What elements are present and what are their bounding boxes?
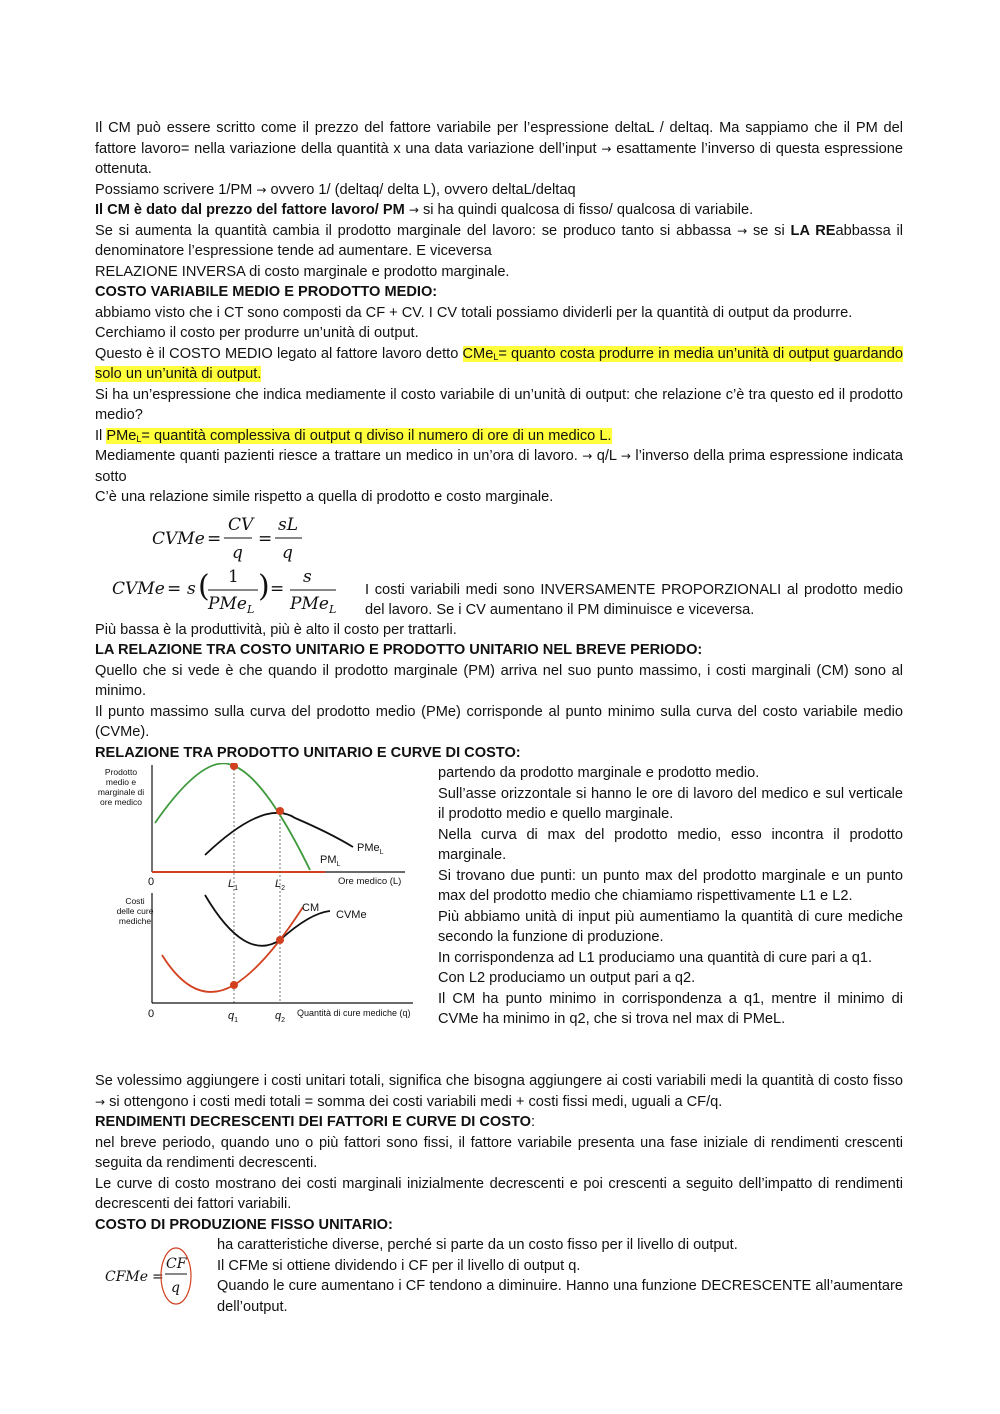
section-heading: RELAZIONE TRA PRODOTTO UNITARIO E CURVE DI COSTO: [95,744,521,761]
svg-text:marginale di: marginale di [97,787,145,797]
formula-block [95,508,903,620]
paragraph: Il PMe$_L$= quantità complessiva di output q diviso il numero di ore di un medico L. [95,427,612,444]
arrow-icon: → [601,141,612,156]
svg-text:sL: sL [278,514,299,535]
paragraph: Se si aumenta la quantità cambia il prodotto marginale del lavoro: se produco tanto si abbassa → se si LA REabbassa il denominatore l’espressione tende ad aumentare. E viceversa [95,222,904,259]
side-paragraph: Con L2 produciamo un output pari a q2. [438,970,696,986]
side-paragraph: Sull’asse orizzontale si hanno le ore di lavoro del medico e sul verticale il prodotto medio e quello marginale. [438,785,903,822]
paragraph: Il CM è dato dal prezzo del fattore lavoro/ PM → si ha quindi qualcosa di fisso/ qualcosa di variabile. [95,202,754,218]
cm-label: CM [302,902,320,914]
svg-text:L: L [329,602,337,616]
svg-text:CV: CV [228,514,254,535]
paragraph: Più bassa è la produttività, più è alto il costo per trattarli. [95,621,457,638]
pme-max-point [276,807,284,815]
cfme-text [217,1235,903,1317]
svg-text:CVMe: CVMe [112,578,165,599]
document-page [95,118,903,1319]
highlight: CMe$_L$= quanto costa produrre in media un’unità di output guardando solo un un’unità di output. [95,345,903,382]
bottom-ylabel: Costi [125,896,145,906]
cm-min-point [230,981,238,989]
pm-label: $PM_L$ [320,854,341,868]
svg-text:s: s [303,566,312,587]
pm-max-point [230,763,238,770]
paragraph: Si ha un’espressione che indica mediamente il costo variabile di un’unità di output: che relazione c’è tra questo ed il prodotto medio? [95,386,903,423]
svg-text:ore medico: ore medico [99,797,143,807]
pm-curve [155,763,310,870]
paragraph: I costi variabili medi sono INVERSAMENTE PROPORZIONALI al prodotto medio del lavoro. Se i CV aumentano il PM diminuisce e viceversa. [365,581,903,618]
svg-text:): ) [258,568,270,604]
highlight: PMe$_L$= quantità complessiva di output q diviso il numero di ore di un medico L. [106,427,612,444]
svg-text:delle cure: delle cure [116,906,154,916]
svg-text:q: q [232,542,243,563]
svg-text:L: L [247,602,255,616]
paragraph: abbiamo visto che i CT sono composti da CF + CV. I CV totali possiamo dividerli per la quantità di output da produrre. [95,304,853,321]
paragraph: Quello che si vede è che quando il prodotto marginale (PM) arriva nel suo punto massimo, i costi marginali (CM) sono al minimo. [95,662,903,699]
paragraph: Il punto massimo sulla curva del prodotto medio (PMe) corrisponde al punto minimo sulla curva del costo variabile medio (CVMe). [95,703,903,740]
paragraph: C’è una relazione simile rispetto a quella di prodotto e costo marginale. [95,489,554,505]
svg-text:q: q [171,1280,180,1296]
bottom-xlabel: Quantità di cure mediche (q) [297,1008,411,1018]
svg-text:CFMe: CFMe [105,1269,149,1285]
svg-text:PMe: PMe [208,593,247,614]
paragraph: Il CFMe si ottiene dividendo i CF per il livello di output q. [217,1257,581,1274]
paragraph: Il CM può essere scritto come il prezzo del fattore variabile per l’espressione deltaL / deltaq. Ma sappiamo che il PM del fattore lavoro= nella variazione della quantità x una data variazione dell’input → esattamente l’inverso di questa espressione ottenuta. [95,120,903,177]
side-paragraph: Più abbiamo unità di input più aumentiamo la quantità di cure mediche secondo la funzione di produzione. [438,908,903,945]
section-heading: COSTO DI PRODUZIONE FISSO UNITARIO: [95,1216,393,1233]
l1-label: $L_1$ [228,878,239,892]
paragraph: Cerchiamo il costo per produrre un’unità di output. [95,325,419,341]
side-paragraph: Si trovano due punti: un punto max del prodotto marginale e un punto max del prodotto medio che chiamiamo rispettivamente L1 e L2. [438,867,903,904]
paragraph: ha caratteristiche diverse, perché si parte da un costo fisso per il livello di output. [217,1237,738,1253]
top-xlabel: Ore medico (L) [338,876,402,887]
side-paragraph: partendo da prodotto marginale e prodotto medio. [438,765,760,781]
paragraph: Le curve di costo mostrano dei costi marginali inizialmente decrescenti e poi crescenti a seguito dell’impatto di rendimenti decrescenti dei fattori variabili. [95,1175,903,1212]
arrow-icon: → [95,1094,106,1109]
origin-label: 0 [148,876,155,888]
side-paragraph: Nella curva di max del prodotto medio, esso incontra il prodotto marginale. [438,826,903,863]
svg-text:=: = [167,578,182,599]
paragraph: Possiamo scrivere 1/PM → ovvero 1/ (deltaq/ delta L), ovvero deltaL/deltaq [95,181,576,198]
paragraph: Se volessimo aggiungere i costi unitari totali, significa che bisogna aggiungere ai costi variabili medi la quantità di costo fisso → si ottengono i costi medi totali = somma dei costi variabili medi + costi fissi medi, uguali a CF/q. [95,1073,903,1110]
svg-text:=: = [207,528,222,549]
arrow-icon: → [620,449,631,463]
svg-text:PMe: PMe [290,593,329,614]
svg-text:q: q [282,542,293,563]
section-heading: LA RELAZIONE TRA COSTO UNITARIO E PRODOTTO UNITARIO NEL BREVE PERIODO: [95,642,703,658]
side-paragraph: Il CM ha punto minimo in corrispondenza a q1, mentre il minimo di CVMe ha minimo in q2, che si trova nel max di PMeL. [438,990,903,1027]
cm-curve [162,907,303,992]
pme-label: PMe$_L$ [357,842,384,856]
q1-label: $q_1$ [228,1010,239,1024]
svg-text:mediche: mediche [118,916,152,926]
svg-text:medio e: medio e [105,777,137,787]
figure-side-text [438,763,903,1030]
paragraph: Quando le cure aumentano i CF tendono a diminuire. Hanno una funzione DECRESCENTE all’aumentare dell’output. [217,1278,903,1315]
figure-section [95,763,903,1071]
paragraph: RELAZIONE INVERSA di costo marginale e prodotto marginale. [95,263,510,280]
svg-text:=: = [270,578,285,599]
paragraph: nel breve periodo, quando uno o più fattori sono fissi, il fattore variabile presenta una fase iniziale di rendimenti crescenti seguita da rendimenti decrescenti. [95,1134,903,1171]
l2-label: $L_2$ [275,878,286,892]
arrow-icon: → [737,223,748,238]
formula-lhs: CVMe [152,528,205,549]
section-heading: RENDIMENTI DECRESCENTI DEI FATTORI E CURVE DI COSTO: [95,1114,536,1130]
q2-label: $q_2$ [275,1010,286,1024]
svg-text:CF: CF [166,1256,187,1272]
cfme-block [95,1235,903,1319]
arrow-icon: → [582,449,593,463]
origin-label: 0 [148,1008,155,1020]
svg-text:=: = [258,528,273,549]
cost-curves-figure [95,763,425,1025]
pme-curve [205,813,353,855]
side-paragraph: In corrispondenza ad L1 produciamo una quantità di cure pari a q1. [438,949,873,966]
top-ylabel: Prodotto [104,767,138,777]
arrow-icon: → [256,182,267,197]
paragraph: Mediamente quanti pazienti riesce a trattare un medico in un’ora di lavoro. → q/L → l’inverso della prima espressione indicata sotto [95,448,903,485]
section-heading: COSTO VARIABILE MEDIO E PRODOTTO MEDIO: [95,284,438,300]
svg-text:=: = [152,1269,164,1285]
svg-text:1: 1 [228,566,239,587]
cvme-min-point [276,936,284,944]
cfme-formula [103,1241,213,1311]
cvme-label: CVMe [336,909,367,921]
cvme-formula [110,510,370,622]
arrow-icon: → [408,203,419,217]
svg-text:s: s [187,578,196,599]
svg-text:(: ( [198,568,210,604]
paragraph: Questo è il COSTO MEDIO legato al fattore lavoro detto CMe$_L$= quanto costa produrre in media un’unità di output guardando solo un un’unità di output. [95,345,903,382]
